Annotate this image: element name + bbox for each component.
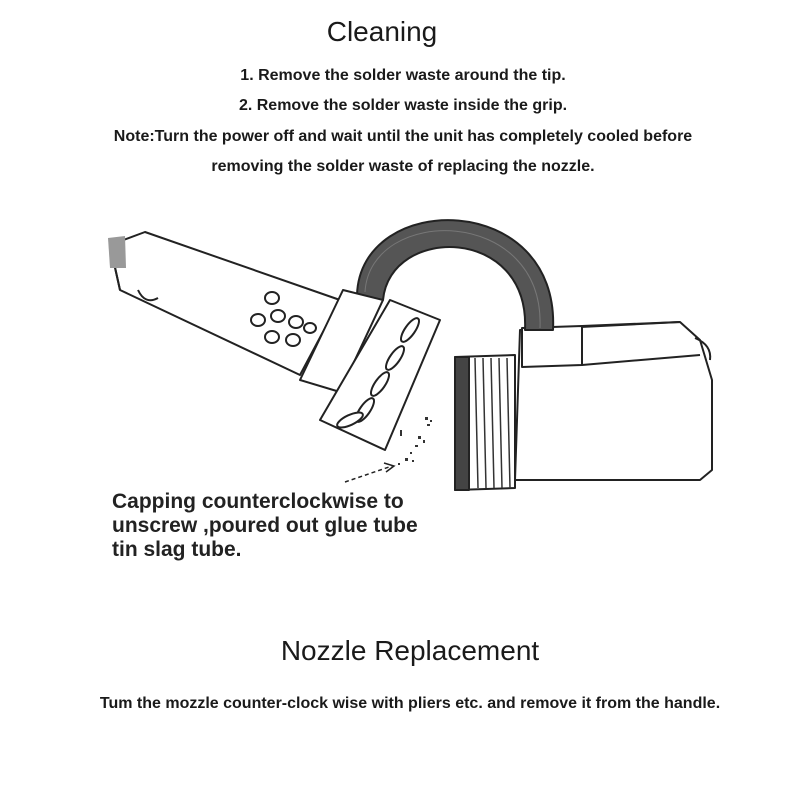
- cleaning-note-line-2: removing the solder waste of replacing the nozzle.: [211, 158, 595, 175]
- cleaning-step-2: 2. Remove the solder waste inside the grip.: [238, 97, 568, 114]
- caption-line-3: tin slag tube.: [112, 538, 242, 561]
- cleaning-title: Cleaning: [326, 16, 438, 47]
- illustration-caption: [112, 490, 418, 562]
- tool-barrel: [110, 232, 340, 375]
- thread-shading: [455, 357, 469, 490]
- arrow-icon: [345, 463, 394, 482]
- barrel-end-texture: [108, 236, 126, 268]
- cleaning-step-1: 1. Remove the solder waste around the tip.: [240, 67, 566, 84]
- nozzle-replacement-title: Nozzle Replacement: [280, 635, 540, 666]
- caption-line-2: unscrew ,poured out glue tube: [112, 514, 418, 537]
- cleaning-note-line-1: Note:Turn the power off and wait until the unit has completely cooled before: [113, 128, 693, 145]
- caption-line-1: Capping counterclockwise to: [112, 490, 404, 513]
- solder-debris: [398, 417, 432, 465]
- nozzle-replacement-text: Tum the mozzle counter-clock wise with pliers etc. and remove it from the handle.: [99, 695, 721, 712]
- desoldering-tool-illustration: [0, 200, 800, 520]
- handle-top-collar: [522, 326, 582, 367]
